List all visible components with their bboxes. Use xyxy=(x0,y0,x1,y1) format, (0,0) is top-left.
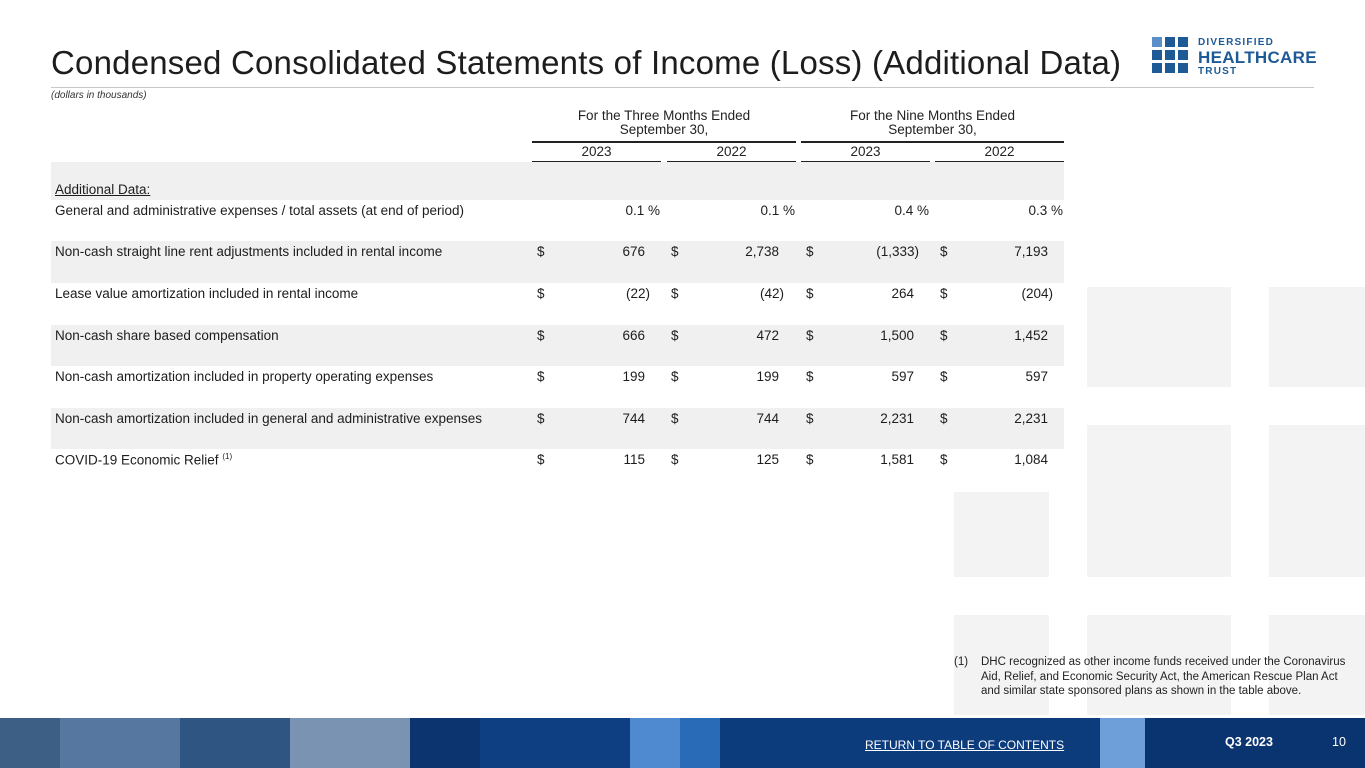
footer-image-strip xyxy=(290,718,410,768)
row-label-text: Non-cash straight line rent adjustments included in rental income xyxy=(55,244,443,259)
header-nine-months-line2: September 30, xyxy=(888,122,977,137)
logo-line2: HEALTHCARE xyxy=(1198,48,1317,67)
decorative-square xyxy=(1269,287,1365,387)
row-label-text: Non-cash amortization included in property operating expenses xyxy=(55,369,434,384)
currency-symbol: $ xyxy=(537,244,545,259)
row-label xyxy=(55,286,358,301)
footer-image-strip xyxy=(410,718,480,768)
currency-symbol: $ xyxy=(940,244,948,259)
table-cell-value: 0.3 % xyxy=(1028,203,1063,218)
logo-grid-icon xyxy=(1152,37,1190,75)
table-cell-value: 7,193 xyxy=(1014,244,1048,259)
table-cell-value: 1,500 xyxy=(880,328,914,343)
currency-symbol: $ xyxy=(671,411,679,426)
table-cell-value: 199 xyxy=(622,369,645,384)
currency-symbol: $ xyxy=(806,411,814,426)
currency-symbol: $ xyxy=(537,411,545,426)
row-label-text: General and administrative expenses / total assets (at end of period) xyxy=(55,203,464,218)
currency-symbol: $ xyxy=(537,328,545,343)
return-to-contents-link[interactable]: RETURN TO TABLE OF CONTENTS xyxy=(865,738,1065,752)
table-cell-value: 744 xyxy=(756,411,779,426)
table-cell-value: 676 xyxy=(622,244,645,259)
currency-symbol: $ xyxy=(940,452,948,467)
currency-symbol: $ xyxy=(806,244,814,259)
logo-line1: DIVERSIFIED xyxy=(1198,37,1274,48)
currency-symbol: $ xyxy=(537,286,545,301)
row-label-text: COVID-19 Economic Relief xyxy=(55,452,219,468)
table-cell-value: (204) xyxy=(1021,286,1053,301)
page-number: 10 xyxy=(1332,735,1346,749)
table-cell-value: (22) xyxy=(625,286,650,301)
table-cell-value: 2,231 xyxy=(880,411,914,426)
table-cell-value: 115 xyxy=(623,452,645,467)
page-title: Condensed Consolidated Statements of Income (Loss) (Additional Data) xyxy=(51,44,1122,81)
footer-image-strip xyxy=(1100,718,1145,768)
currency-symbol: $ xyxy=(537,369,545,384)
currency-symbol: $ xyxy=(806,328,814,343)
section-label: Additional Data: xyxy=(55,182,151,197)
table-cell-value: (1,333) xyxy=(876,244,919,259)
table-cell-value: 0.1 % xyxy=(625,203,660,218)
currency-symbol: $ xyxy=(806,286,814,301)
table-cell-value: 125 xyxy=(756,452,779,467)
decorative-square xyxy=(1269,425,1365,577)
table-cell-value: 0.1 % xyxy=(760,203,795,218)
footer-image-strip xyxy=(60,718,180,768)
header-three-months xyxy=(532,109,796,137)
header-underline xyxy=(801,141,1064,143)
title-divider xyxy=(51,87,1314,88)
table-cell-value: 666 xyxy=(622,328,645,343)
currency-symbol: $ xyxy=(671,369,679,384)
row-label xyxy=(55,452,232,468)
row-label-text: Lease value amortization included in rental income xyxy=(55,286,359,301)
header-underline xyxy=(532,141,796,143)
table-cell-value: 1,084 xyxy=(1014,452,1048,467)
table-cell-value: 264 xyxy=(891,286,914,301)
currency-symbol: $ xyxy=(806,369,814,384)
currency-symbol: $ xyxy=(671,286,679,301)
header-three-months-line2: September 30, xyxy=(619,122,709,137)
currency-symbol: $ xyxy=(806,452,814,467)
table-cell-value: 472 xyxy=(756,328,779,343)
header-nine-months-line1: For the Nine Months Ended xyxy=(849,108,1016,123)
year-header: 2023 xyxy=(850,144,881,159)
decorative-square xyxy=(1087,287,1231,387)
table-cell-value: 2,738 xyxy=(745,244,779,259)
year-header: 2022 xyxy=(984,144,1015,159)
quarter-label: Q3 2023 xyxy=(1225,735,1273,749)
footer-image-strip xyxy=(680,718,720,768)
table-cell-value: 199 xyxy=(756,369,779,384)
footnote-number: (1) xyxy=(954,656,969,668)
table-cell-value: 597 xyxy=(891,369,914,384)
table-cell-value: 2,231 xyxy=(1014,411,1048,426)
footer-image-strip xyxy=(180,718,290,768)
table-cell-value: 597 xyxy=(1025,369,1048,384)
header-three-months-line1: For the Three Months Ended xyxy=(577,108,751,123)
company-logo xyxy=(1152,37,1322,77)
currency-symbol: $ xyxy=(940,328,948,343)
table-cell-value: 1,581 xyxy=(880,452,914,467)
row-band xyxy=(51,162,1064,200)
footer-image-strip xyxy=(630,718,680,768)
footer-image-strip xyxy=(0,718,60,768)
currency-symbol: $ xyxy=(940,411,948,426)
decorative-square xyxy=(1087,425,1231,577)
table-cell-value: 0.4 % xyxy=(894,203,929,218)
header-nine-months xyxy=(801,109,1064,137)
decorative-square xyxy=(954,492,1049,577)
row-label xyxy=(55,369,433,384)
row-label-text: Non-cash amortization included in general and administrative expenses xyxy=(55,411,482,426)
currency-symbol: $ xyxy=(537,452,545,467)
currency-symbol: $ xyxy=(671,244,679,259)
table-cell-value: (42) xyxy=(759,286,784,301)
currency-symbol: $ xyxy=(671,328,679,343)
currency-symbol: $ xyxy=(940,286,948,301)
row-label xyxy=(55,203,464,218)
table-cell-value: 1,452 xyxy=(1014,328,1048,343)
units-note: (dollars in thousands) xyxy=(51,90,147,101)
logo-line3: TRUST xyxy=(1198,66,1238,77)
footnote-ref: (1) xyxy=(222,452,233,461)
row-label xyxy=(55,244,442,259)
currency-symbol: $ xyxy=(940,369,948,384)
year-header: 2022 xyxy=(716,144,747,159)
footnote-text: DHC recognized as other income funds received under the Coronavirus Aid, Relief, and Economic Security Act, the American Rescue Plan Act and similar state sponsored plans as shown in the table above. xyxy=(981,656,1346,697)
row-label-text: Non-cash share based compensation xyxy=(55,328,279,343)
row-label xyxy=(55,411,482,426)
currency-symbol: $ xyxy=(671,452,679,467)
row-label xyxy=(55,328,279,343)
footer-image-strip xyxy=(480,718,630,768)
footer-bar xyxy=(0,718,1365,768)
table-cell-value: 744 xyxy=(622,411,645,426)
year-header: 2023 xyxy=(581,144,612,159)
